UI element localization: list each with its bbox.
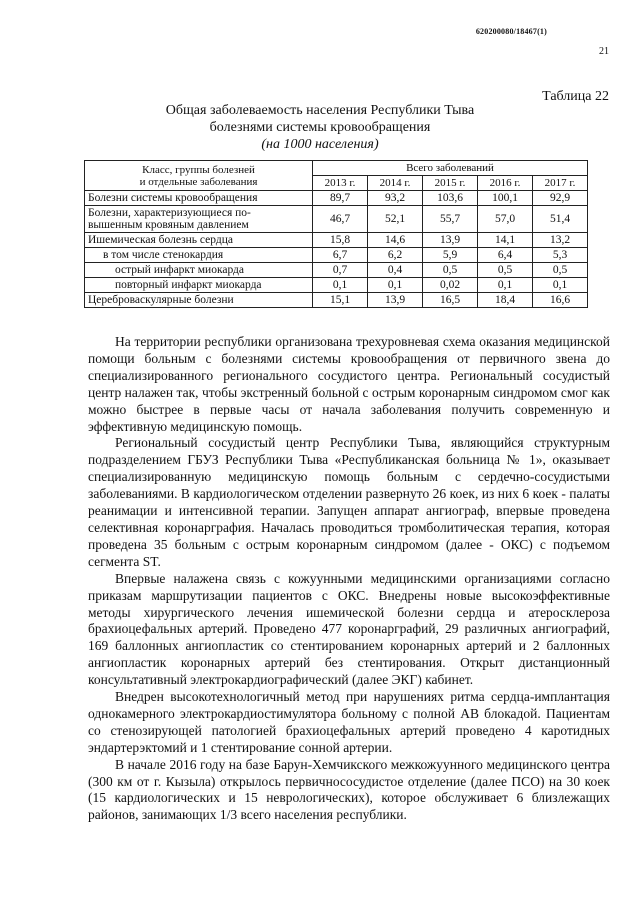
- paragraph: Региональный сосудистый центр Республики Тыва, являющийся структурным подразделением ГБУЗ Республики Тыва «Республиканская больница № 1», оказывает специализированную медицинскую помощь больным с сердечно-сосудистыми заболеваниями. В кардиологическом отделении развернуто 26 коек, из них 6 коек - палаты реанимации и интенсивной терапии. Запущен аппарат ангиограф, впервые проведена селективная коронарграфия. Началась проводиться тромболитическая терапия, которая проведена 35 больным с острым коронарным синдромом (далее - ОКС) с подъемом сегмента ST.: [88, 435, 610, 569]
- cell-value: 0,5: [533, 263, 588, 278]
- paragraph: В начале 2016 году на базе Барун-Хемчикского межкожуунного медицинского центра (300 км от г. Кызыла) открылось первичнососудистое отделение (далее ПСО) на 30 коек (15 кардиологических и 15 неврологических), которое обслуживает 6 близлежащих районов, занимающих 1/3 всего населения республики.: [88, 756, 610, 823]
- table-row: [85, 233, 588, 248]
- page-number: 21: [599, 46, 609, 57]
- row-label: повторный инфаркт миокарда: [85, 278, 313, 293]
- table-row: [85, 206, 588, 233]
- cell-value: 55,7: [423, 206, 478, 233]
- cell-value: 100,1: [478, 191, 533, 206]
- cell-value: 0,1: [313, 278, 368, 293]
- cell-value: 16,6: [533, 293, 588, 308]
- cell-value: 57,0: [478, 206, 533, 233]
- cell-value: 93,2: [368, 191, 423, 206]
- cell-value: 15,8: [313, 233, 368, 248]
- table-title-line-2: болезнями системы кровообращения: [209, 120, 431, 135]
- year-header: 2014 г.: [368, 176, 423, 191]
- year-header: 2015 г.: [423, 176, 478, 191]
- table-row: [85, 191, 588, 206]
- cell-value: 0,1: [478, 278, 533, 293]
- morbidity-table: [84, 160, 588, 308]
- year-header: 2016 г.: [478, 176, 533, 191]
- cell-value: 6,2: [368, 248, 423, 263]
- cell-value: 92,9: [533, 191, 588, 206]
- paragraph: Внедрен высокотехнологичный метод при нарушениях ритма сердца-имплантация однокамерного электрокардиостимулятора больному с полной АВ блокадой. Пациентам со стенозирующей патологией брахиоцефальных артерий проведено 4 каротидных эндартерэктомий и 1 стентирование сонной артерии.: [88, 689, 610, 755]
- cell-value: 0,1: [533, 278, 588, 293]
- cell-value: 13,9: [423, 233, 478, 248]
- cell-value: 103,6: [423, 191, 478, 206]
- cell-value: 14,6: [368, 233, 423, 248]
- table-header-row: [85, 161, 588, 176]
- row-label: [85, 206, 313, 233]
- table-row: [85, 263, 588, 278]
- table-row: [85, 293, 588, 308]
- row-label-line-2: вышенным кровяным давлением: [88, 219, 249, 231]
- cell-value: 13,2: [533, 233, 588, 248]
- column-header-class-line-2: и отдельные заболевания: [139, 175, 258, 188]
- row-label: Ишемическая болезнь сердца: [85, 233, 313, 248]
- table-title-line-1: Общая заболеваемость населения Республики Тыва: [165, 103, 475, 118]
- cell-value: 5,9: [423, 248, 478, 263]
- cell-value: 52,1: [368, 206, 423, 233]
- cell-value: 46,7: [313, 206, 368, 233]
- row-label-line-1: Болезни, характеризующиеся по-: [88, 207, 251, 219]
- table-title: [0, 102, 640, 153]
- document-id: 620200080/18467(1): [475, 27, 547, 36]
- cell-value: 6,7: [313, 248, 368, 263]
- table-row: [85, 248, 588, 263]
- cell-value: 0,1: [368, 278, 423, 293]
- cell-value: 18,4: [478, 293, 533, 308]
- cell-value: 51,4: [533, 206, 588, 233]
- body-text: [88, 334, 610, 824]
- row-label: острый инфаркт миокарда: [85, 263, 313, 278]
- paragraph: На территории республики организована трехуровневая схема оказания медицинской помощи больным с болезнями системы кровообращения от первичного звена до специализированного регионального сосудистого центра. Региональный сосудистый центр налажен так, чтобы экстренный больной с острым коронарным синдромом смог как можно быстрее в первые часы от начала заболевания получить современную и эффективную медицинскую помощь.: [88, 334, 610, 434]
- cell-value: 0,4: [368, 263, 423, 278]
- year-header: 2013 г.: [313, 176, 368, 191]
- cell-value: 89,7: [313, 191, 368, 206]
- table-label: Таблица 22: [542, 89, 609, 104]
- table-row: [85, 278, 588, 293]
- table-title-units: (на 1000 населения): [261, 137, 379, 152]
- column-header-total: Всего заболеваний: [313, 161, 588, 176]
- row-label: Цереброваскулярные болезни: [85, 293, 313, 308]
- cell-value: 15,1: [313, 293, 368, 308]
- cell-value: 0,7: [313, 263, 368, 278]
- cell-value: 0,5: [478, 263, 533, 278]
- cell-value: 5,3: [533, 248, 588, 263]
- paragraph: Впервые налажена связь с кожуунными медицинскими организациями согласно приказам маршрутизации пациентов с ОКС. Внедрены новые высокоэффективные методы хирургического лечения ишемической болезни сердца и атеросклероза брахиоцефальных артерий. Проведено 477 коронарграфий, 29 различных ангиографий, 169 баллонных ангиопластик со стентированием коронарных артерий и 2 баллонных ангиопластик коронарных артерий без стентирования. Открыт дистанционный консультативный электрокардиографический (далее ЭКГ) кабинет.: [88, 570, 610, 688]
- cell-value: 6,4: [478, 248, 533, 263]
- column-header-class: [85, 161, 313, 191]
- row-label: в том числе стенокардия: [85, 248, 313, 263]
- cell-value: 0,02: [423, 278, 478, 293]
- column-header-class-line-1: Класс, группы болезней: [142, 163, 255, 176]
- cell-value: 0,5: [423, 263, 478, 278]
- cell-value: 14,1: [478, 233, 533, 248]
- year-header: 2017 г.: [533, 176, 588, 191]
- cell-value: 16,5: [423, 293, 478, 308]
- row-label: Болезни системы кровообращения: [85, 191, 313, 206]
- cell-value: 13,9: [368, 293, 423, 308]
